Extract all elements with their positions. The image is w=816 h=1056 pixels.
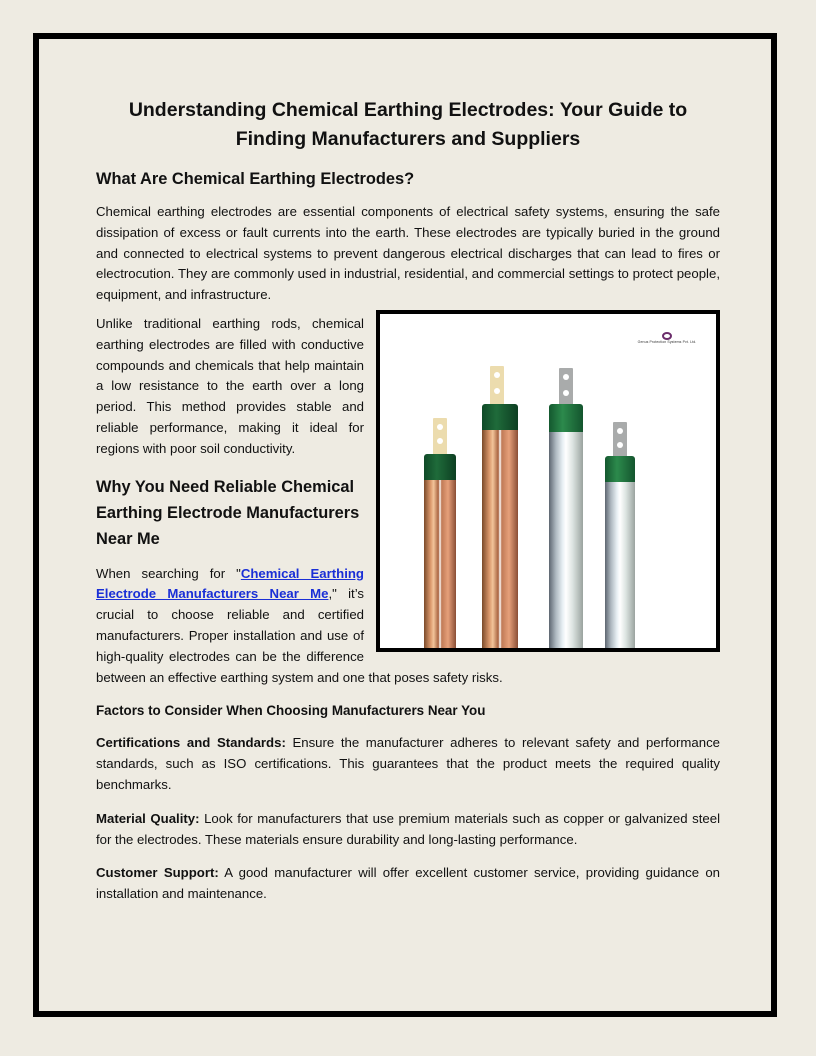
steel-rod-body [605, 482, 635, 652]
steel-rod-body [549, 432, 583, 652]
terminal-lug [613, 422, 627, 458]
terminal-lug [490, 366, 504, 406]
factor-label: Material Quality: [96, 810, 200, 826]
paragraph-unlike: Unlike traditional earthing rods, chemical earthing electrodes are filled with conductive compounds and chemicals that help maintain a low resistance to the earth over a long period. This method provides stable and reliable performance, making it ideal for regions with poor soil conductivity. [96, 315, 364, 456]
electrode-copper-tall [480, 366, 520, 652]
green-cap [549, 404, 583, 432]
copper-rod-body [482, 430, 518, 652]
electrode-steel-tall [548, 368, 584, 652]
section-heading-factors: Factors to Consider When Choosing Manufacturers Near You [96, 703, 486, 719]
section-heading-what-are: What Are Chemical Earthing Electrodes? [96, 170, 415, 188]
terminal-lug [433, 418, 447, 456]
paragraph-intro: Chemical earthing electrodes are essential components of electrical safety systems, ensuring the safe dissipation of excess or fault currents into the earth. These electrodes are typically buried in the ground and connected to electrical systems to prevent dangerous electrical discharges that can lead to fires or electrocution. They are commonly used in industrial, residential, and commercial settings to protect people, equipment, and infrastructure. [96, 204, 720, 303]
factor-item [96, 733, 720, 795]
paragraph-text: ," it’s crucial to choose reliable and certified manufacturers. Proper installation and use of high-quality electrodes can be the difference between an effective earthing system and one that poses safety risks. [96, 586, 503, 685]
green-cap [605, 456, 635, 482]
factor-text: Ensure the manufacturer adheres to relevant safety and performance standards, such as ISO certifications. This guarantees that the product meets the required quality benchmarks. [96, 735, 720, 792]
factor-label: Certifications and Standards: [96, 735, 286, 751]
logo-text: Genus Protection Systems Pvt. Ltd. [637, 339, 697, 344]
brand-logo [632, 332, 702, 354]
factor-text: A good manufacturer will offer excellent customer service, providing guidance on installation and maintenance. [96, 865, 720, 902]
logo-icon [662, 332, 672, 340]
electrode-copper-short [420, 418, 460, 652]
copper-rod-body [424, 480, 456, 652]
document-body [96, 96, 720, 918]
green-cap [482, 404, 518, 430]
document-title: Understanding Chemical Earthing Electrodes: Your Guide to Finding Manufacturers and Suppliers [128, 99, 688, 150]
factor-item [96, 863, 720, 905]
factor-item [96, 809, 720, 851]
electrode-product-image [376, 310, 720, 652]
section-heading-why-need: Why You Need Reliable Chemical Earthing Electrode Manufacturers Near Me [96, 477, 360, 548]
electrode-steel-short [604, 422, 636, 652]
terminal-lug [559, 368, 573, 406]
factor-text: Look for manufacturers that use premium materials such as copper or galvanized steel for the electrodes. These materials ensure durability and long-lasting performance. [96, 810, 720, 847]
factor-label: Customer Support: [96, 865, 219, 881]
green-cap [424, 454, 456, 480]
manufacturers-near-me-link[interactable]: Chemical Earthing Electrode Manufacturers Near Me [96, 565, 364, 602]
paragraph-text: When searching for " [96, 565, 241, 581]
